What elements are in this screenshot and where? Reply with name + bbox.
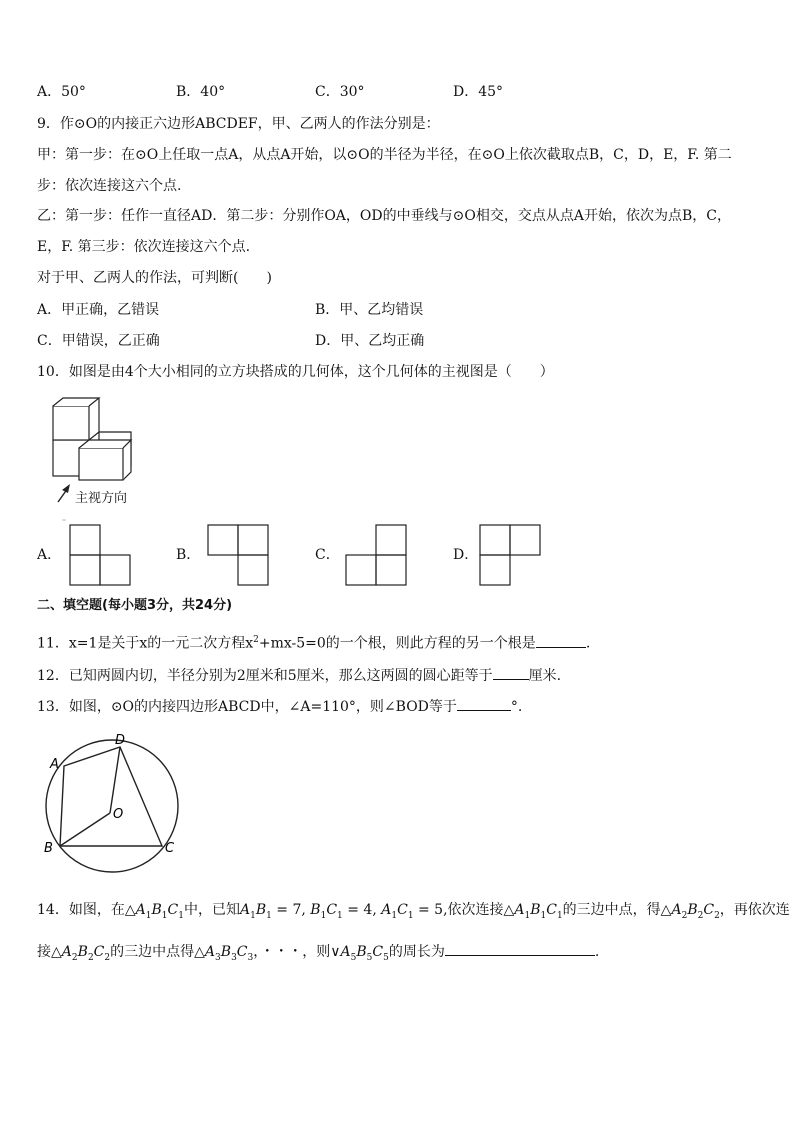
q11-end: . [585, 635, 591, 652]
q14-l1-b: 中，已知 [183, 902, 240, 918]
q8-option-b: B．40° [176, 84, 226, 100]
q9-jia-line2: 步：依次连接这六个点. [37, 178, 182, 194]
q8-option-d: D．45° [453, 84, 504, 100]
q13-pre: 13．如图，⊙O的内接四边形ABCD中，∠A=110°，则∠BOD等于 [37, 699, 457, 715]
q9-option-a: A．甲正确，乙错误 [37, 302, 160, 318]
q13-label-o: O [113, 807, 124, 822]
q14-l1-a: 14．如图，在 [37, 902, 125, 918]
q14-answer-blank[interactable] [445, 941, 595, 956]
q13-label-c: C [165, 841, 175, 856]
q11-sup: 2 [253, 635, 259, 645]
q14-l2-a: 接 [37, 944, 51, 960]
q14-l1-c: 依次连接 [447, 902, 504, 918]
q9-jia-line1: 甲：第一步：在⊙O上任取一点A，从点A开始，以⊙O的半径为半径，在⊙O上依次截取点B，C，D，E，F. 第二 [37, 147, 732, 163]
q14-triangle-5: $\vee A_5B_5C_5$ [330, 944, 389, 963]
q14-triangle-1b: $\triangle A_1B_1C_1$ [503, 902, 563, 921]
q9-yi-line1: 乙：第一步：任作一直径AD．第二步：分别作OA，OD的中垂线与⊙O相交，交点从点A开始，依次为点B，C， [37, 208, 731, 224]
q11-post: +mx-5=0的一个根，则此方程的另一个根是 [258, 635, 536, 652]
q13-end: °. [510, 699, 523, 715]
q10-option-d-label: D． [453, 547, 479, 563]
q9-option-c: C．甲错误，乙正确 [37, 333, 160, 349]
q12-pre: 12．已知两圆内切，半径分别为2厘米和5厘米，那么这两圆的圆心距等于 [37, 668, 493, 684]
q14-line2 [37, 941, 599, 968]
q9-option-b: B．甲、乙均错误 [315, 302, 424, 318]
q10-option-c-label: C． [315, 547, 340, 563]
q14-l1-e: ，再依次连 [719, 902, 790, 918]
q14-triangle-3: $\triangle A_3B_3C_3$ [194, 944, 254, 963]
q13-label-b: B [44, 841, 53, 856]
q12-end: 厘米. [528, 668, 562, 684]
q13-label-a: A [50, 757, 59, 772]
q14-triangle-1: $\triangle A_1B_1C_1$ [124, 902, 184, 921]
section-2-heading: 二、填空题(每小题3分，共24分) [37, 598, 233, 613]
q14-triangle-2b: $\triangle A_2B_2C_2$ [51, 944, 111, 963]
q10-stem: 10．如图是由4个大小相同的立方块搭成的几何体，这个几何体的主视图是（ ） [37, 364, 554, 380]
q14-l2-d: 的周长为 [388, 944, 445, 960]
q9-option-d: D．甲、乙均正确 [315, 333, 425, 349]
q14-line1 [37, 900, 790, 926]
q10-option-b-label: B． [176, 547, 201, 563]
q14-l2-b: 的三边中点得 [110, 944, 195, 960]
q13-label-d: D [115, 733, 126, 748]
q14-l1-d: 的三边中点，得 [562, 902, 661, 918]
q14-given-lengths: $A_1B_1 = 7$, $B_1C_1 = 4$, $A_1C_1 = 5$, [239, 902, 448, 921]
q9-yi-line2: E，F. 第三步：依次连接这六个点. [37, 239, 251, 255]
q11-pre: 11．x=1是关于x的一元二次方程x [37, 635, 254, 652]
q9-ask: 对于甲、乙两人的作法，可判断( ) [37, 270, 272, 286]
q9-stem: 9．作⊙O的内接正六边形ABCDEF，甲、乙两人的作法分别是： [37, 116, 440, 132]
q14-triangle-2: $\triangle A_2B_2C_2$ [660, 902, 720, 921]
q14-end: . [594, 944, 600, 960]
q10-option-a-label: A． [37, 547, 62, 563]
q10-view-direction-label: 主视方向 [75, 491, 128, 506]
q14-l2-c: ，・・・，则 [253, 944, 331, 960]
q8-option-c: C．30° [315, 84, 365, 100]
q8-option-a: A．50° [37, 84, 86, 100]
